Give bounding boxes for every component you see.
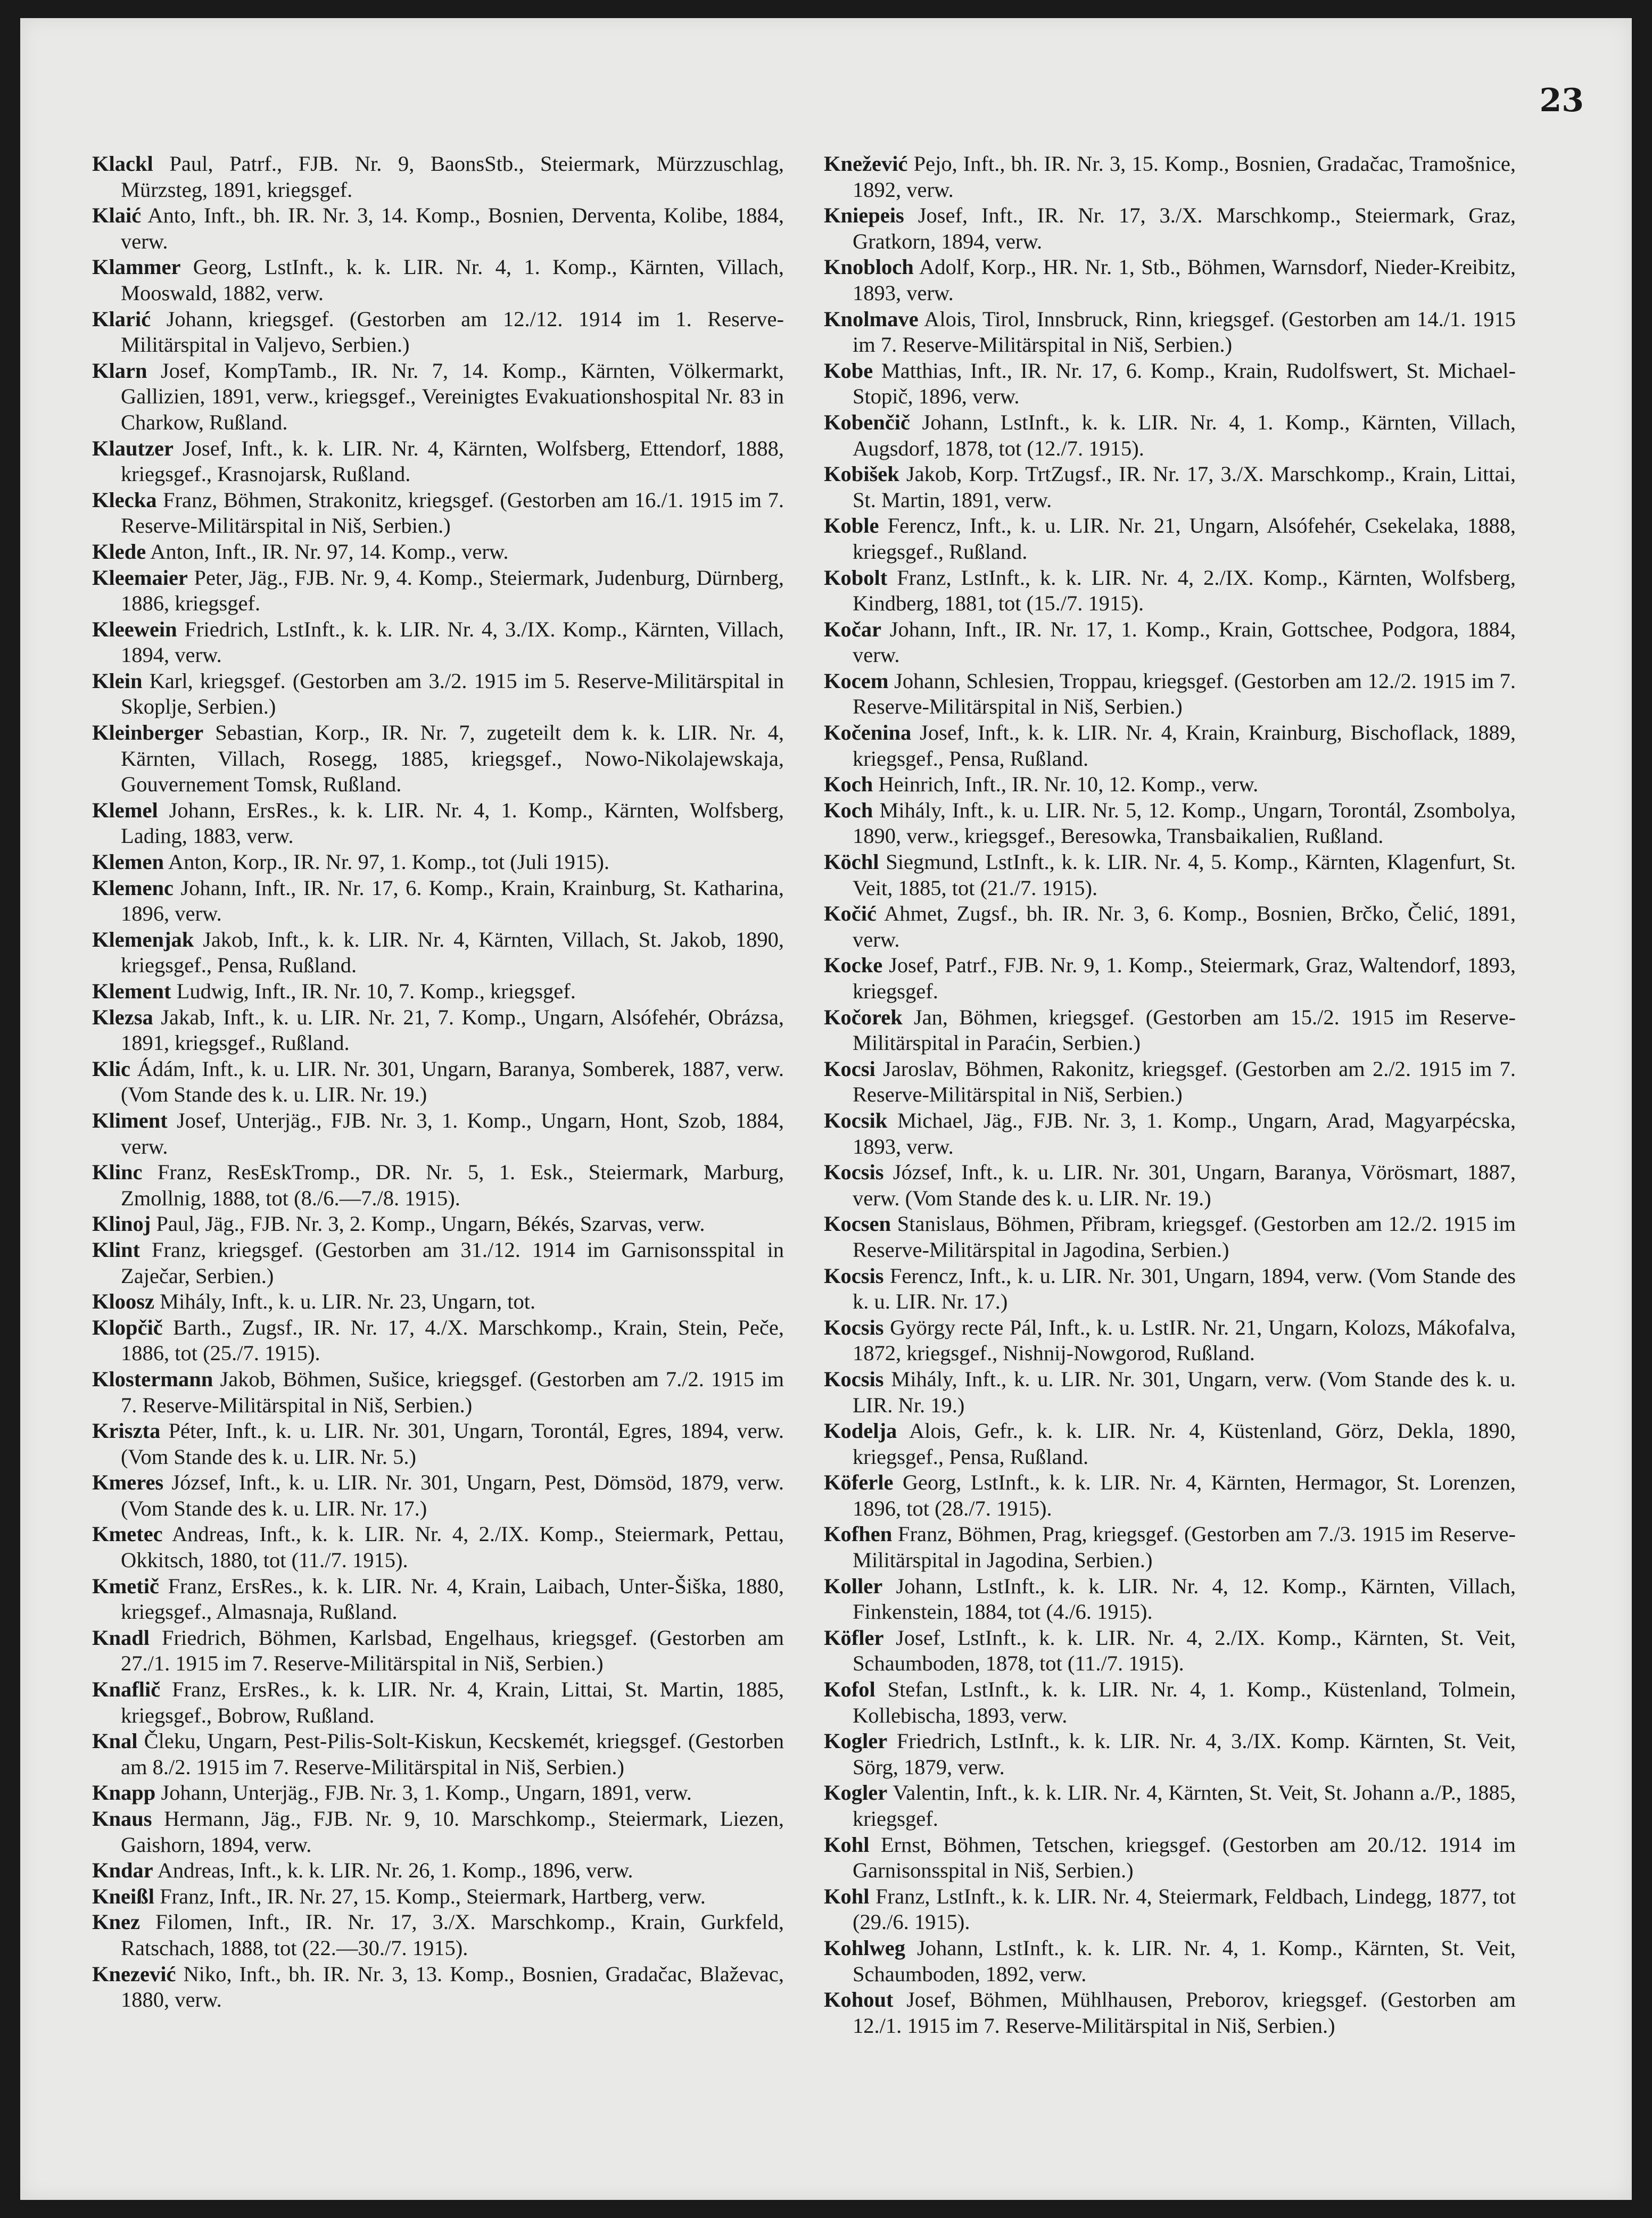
entry-details: Andreas, Inft., k. k. LIR. Nr. 4, 2./IX. Komp., Steiermark, Pettau, Okkitsch, 1880, tot (11./7. 1915). xyxy=(121,1522,784,1573)
register-entry xyxy=(92,1005,784,1056)
entry-details: Josef, KompTamb., IR. Nr. 7, 14. Komp., Kärnten, Völkermarkt, Gallizien, 1891, verw., kriegsgef., Vereinigtes Evakuationshospital Nr. 83 in Charkow, Rußland. xyxy=(121,358,784,434)
register-entry xyxy=(92,1056,784,1108)
entry-surname: Klemenjak xyxy=(92,927,194,951)
entry-details: Čleku, Ungarn, Pest-Pilis-Solt-Kiskun, Kecskemét, kriegsgef. (Gestorben am 8./2. 1915 im 7. Reserve-Militärspital in Niš, Serbien.) xyxy=(121,1729,784,1779)
entry-surname: Klammer xyxy=(92,255,181,279)
entry-details: Anton, Korp., IR. Nr. 97, 1. Komp., tot (Juli 1915). xyxy=(168,850,609,874)
register-entry xyxy=(92,617,784,668)
register-entry xyxy=(92,1574,784,1625)
entry-details: Johann, Unterjäg., FJB. Nr. 3, 1. Komp., Ungarn, 1891, verw. xyxy=(161,1781,692,1805)
register-entry xyxy=(824,1832,1516,1884)
entry-details: Franz, Inft., IR. Nr. 27, 15. Komp., Steiermark, Hartberg, verw. xyxy=(160,1884,706,1908)
register-entry xyxy=(92,1884,784,1910)
entry-details: Jakob, Korp. TrtZugsf., IR. Nr. 17, 3./X. Marschkomp., Krain, Littai, St. Martin, 1891, verw. xyxy=(853,462,1516,512)
entry-surname: Kohl xyxy=(824,1884,870,1908)
page-number: 23 xyxy=(1539,82,1584,119)
register-entry xyxy=(92,1237,784,1289)
register-entry xyxy=(92,1289,784,1315)
entry-surname: Kočenina xyxy=(824,721,912,745)
document-page xyxy=(20,18,1632,2200)
entry-surname: Kobe xyxy=(824,358,873,383)
entry-surname: Kofhen xyxy=(824,1522,893,1546)
right-column xyxy=(824,151,1516,2039)
register-entry xyxy=(92,1470,784,1521)
entry-details: Georg, LstInft., k. k. LIR. Nr. 4, Kärnten, Hermagor, St. Lorenzen, 1896, tot (28./7. 1915). xyxy=(853,1470,1516,1520)
entry-details: Josef, Böhmen, Mühlhausen, Preborov, kriegsgef. (Gestorben am 12./1. 1915 im 7. Reserve-Militärspital in Niš, Serbien.) xyxy=(853,1988,1516,2038)
register-entry xyxy=(92,979,784,1005)
register-entry xyxy=(92,307,784,358)
register-entry xyxy=(824,1574,1516,1625)
entry-details: Adolf, Korp., HR. Nr. 1, Stb., Böhmen, Warnsdorf, Nieder-Kreibitz, 1893, verw. xyxy=(853,255,1516,305)
entry-details: Pejo, Inft., bh. IR. Nr. 3, 15. Komp., Bosnien, Gradačac, Tramošnice, 1892, verw. xyxy=(853,152,1516,202)
entry-surname: Knaus xyxy=(92,1807,152,1831)
entry-details: Siegmund, LstInft., k. k. LIR. Nr. 4, 5. Komp., Kärnten, Klagenfurt, St. Veit, 1885, tot (21./7. 1915). xyxy=(853,850,1516,900)
register-entry xyxy=(824,1677,1516,1728)
register-entry xyxy=(92,1211,784,1237)
entry-surname: Kogler xyxy=(824,1781,888,1805)
register-entry xyxy=(824,901,1516,953)
entry-details: Anto, Inft., bh. IR. Nr. 3, 14. Komp., Bosnien, Derventa, Kolibe, 1884, verw. xyxy=(121,203,784,253)
register-entry xyxy=(92,1858,784,1884)
entry-details: Ferencz, Inft., k. u. LIR. Nr. 21, Ungarn, Alsófehér, Csekelaka, 1888, kriegsgef., Rußland. xyxy=(853,514,1516,564)
entry-details: Hermann, Jäg., FJB. Nr. 9, 10. Marschkomp., Steiermark, Liezen, Gaishorn, 1894, verw. xyxy=(121,1807,784,1857)
entry-details: Sebastian, Korp., IR. Nr. 7, zugeteilt dem k. k. LIR. Nr. 4, Kärnten, Villach, Rosegg, 1885, kriegsgef., Nowo-Nikolajewskaja, Gouvernement Tomsk, Rußland. xyxy=(121,721,784,797)
register-entry xyxy=(92,1625,784,1677)
register-entry xyxy=(92,1418,784,1470)
entry-details: Josef, Unterjäg., FJB. Nr. 3, 1. Komp., Ungarn, Hont, Szob, 1884, verw. xyxy=(121,1108,784,1158)
entry-surname: Kmeres xyxy=(92,1470,164,1495)
entry-surname: Kohout xyxy=(824,1988,894,2012)
entry-surname: Kocsik xyxy=(824,1108,888,1132)
entry-details: Franz, LstInft., k. k. LIR. Nr. 4, 2./IX. Komp., Kärnten, Wolfsberg, Kindberg, 1881, tot (15./7. 1915). xyxy=(853,565,1516,616)
entry-details: Karl, kriegsgef. (Gestorben am 3./2. 1915 im 5. Reserve-Militärspital in Skoplje, Serbien.) xyxy=(121,668,784,719)
register-entry xyxy=(92,875,784,927)
entry-details: Anton, Inft., IR. Nr. 97, 14. Komp., verw. xyxy=(150,539,509,564)
entry-details: Franz, ErsRes., k. k. LIR. Nr. 4, Krain, Laibach, Unter-Šiška, 1880, kriegsgef., Almasnaja, Rußland. xyxy=(121,1574,784,1624)
entry-details: Ludwig, Inft., IR. Nr. 10, 7. Komp., kriegsgef. xyxy=(176,979,576,1003)
register-entry xyxy=(92,539,784,565)
register-entry xyxy=(92,358,784,436)
entry-surname: Klopčič xyxy=(92,1315,163,1339)
register-entry xyxy=(824,1160,1516,1211)
entry-surname: Kobenčič xyxy=(824,410,910,434)
entry-surname: Klinc xyxy=(92,1160,143,1185)
entry-details: Barth., Zugsf., IR. Nr. 17, 4./X. Marschkomp., Krain, Stein, Peče, 1886, tot (25./7. 1915). xyxy=(121,1315,784,1365)
entry-surname: Kobolt xyxy=(824,565,888,590)
entry-surname: Kocsis xyxy=(824,1263,884,1288)
entry-surname: Kocsis xyxy=(824,1160,884,1185)
entry-surname: Kočar xyxy=(824,617,881,641)
entry-surname: Klemenc xyxy=(92,875,174,900)
register-entry xyxy=(824,1056,1516,1108)
register-entry xyxy=(92,1160,784,1211)
entry-details: Ahmet, Zugsf., bh. IR. Nr. 3, 6. Komp., Bosnien, Brčko, Čelić, 1891, verw. xyxy=(853,901,1516,951)
register-entry xyxy=(824,1987,1516,2039)
entry-surname: Kleinberger xyxy=(92,721,204,745)
entry-details: József, Inft., k. u. LIR. Nr. 301, Ungarn, Baranya, Vörösmart, 1887, verw. (Vom Stande des k. u. LIR. Nr. 19.) xyxy=(853,1160,1516,1210)
register-entry xyxy=(824,461,1516,513)
entry-details: Johann, LstInft., k. k. LIR. Nr. 4, 1. Komp., Kärnten, St. Veit, Schaumboden, 1892, verw. xyxy=(853,1935,1516,1986)
register-entry xyxy=(92,203,784,254)
entry-surname: Klecka xyxy=(92,487,157,512)
register-entry xyxy=(824,798,1516,849)
entry-surname: Klic xyxy=(92,1056,130,1081)
entry-details: Franz, LstInft., k. k. LIR. Nr. 4, Steiermark, Feldbach, Lindegg, 1877, tot (29./6. 1915). xyxy=(853,1884,1516,1934)
entry-details: Ernst, Böhmen, Tetschen, kriegsgef. (Gestorben am 20./12. 1914 im Garnisonsspital in Niš, Serbien.) xyxy=(853,1832,1516,1883)
register-entry xyxy=(92,798,784,849)
entry-details: Jaroslav, Böhmen, Rakonitz, kriegsgef. (Gestorben am 2./2. 1915 im 7. Reserve-Militärspital in Niš, Serbien.) xyxy=(853,1056,1516,1107)
entry-surname: Köchl xyxy=(824,850,879,874)
entry-surname: Kloosz xyxy=(92,1289,154,1314)
register-entry xyxy=(824,151,1516,203)
entry-surname: Klostermann xyxy=(92,1367,213,1391)
entry-surname: Kocsis xyxy=(824,1315,884,1339)
entry-surname: Kočić xyxy=(824,901,877,926)
entry-surname: Klarn xyxy=(92,358,147,383)
register-entry xyxy=(824,849,1516,901)
entry-surname: Klezsa xyxy=(92,1005,153,1029)
entry-surname: Klede xyxy=(92,539,146,564)
entry-details: Michael, Jäg., FJB. Nr. 3, 1. Komp., Ungarn, Arad, Magyarpécska, 1893, verw. xyxy=(853,1108,1516,1158)
entry-surname: Koch xyxy=(824,798,873,822)
entry-surname: Kocsis xyxy=(824,1367,884,1391)
entry-surname: Klackl xyxy=(92,152,153,176)
entry-details: Paul, Jäg., FJB. Nr. 3, 2. Komp., Ungarn, Békés, Szarvas, verw. xyxy=(156,1212,705,1236)
entry-surname: Kniepeis xyxy=(824,203,904,228)
entry-surname: Knobloch xyxy=(824,255,914,279)
entry-surname: Kleewein xyxy=(92,617,177,641)
entry-details: Matthias, Inft., IR. Nr. 17, 6. Komp., Krain, Rudolfswert, St. Michael-Stopič, 1896, verw. xyxy=(853,358,1516,409)
entry-details: Johann, kriegsgef. (Gestorben am 12./12. 1914 im 1. Reserve-Militärspital in Valjevo, Serbien.) xyxy=(121,307,784,357)
entry-details: Johann, ErsRes., k. k. LIR. Nr. 4, 1. Komp., Kärnten, Wolfsberg, Lading, 1883, verw. xyxy=(121,798,784,848)
register-entry xyxy=(92,1780,784,1806)
entry-details: Filomen, Inft., IR. Nr. 17, 3./X. Marschkomp., Krain, Gurkfeld, Ratschach, 1888, tot (22.—30./7. 1915). xyxy=(121,1910,784,1960)
entry-surname: Knežević xyxy=(824,152,908,176)
register-entry xyxy=(824,1780,1516,1832)
register-entry xyxy=(824,307,1516,358)
register-entry xyxy=(824,513,1516,565)
entry-surname: Knezević xyxy=(92,1962,176,1986)
entry-details: Johann, Inft., IR. Nr. 17, 6. Komp., Krain, Krainburg, St. Katharina, 1896, verw. xyxy=(121,875,784,926)
register-entry xyxy=(92,565,784,617)
register-entry xyxy=(824,772,1516,798)
entry-surname: Kneißl xyxy=(92,1884,155,1908)
register-entry xyxy=(92,1962,784,2013)
register-entry xyxy=(824,1005,1516,1056)
register-entry xyxy=(824,953,1516,1004)
entry-details: Jakob, Inft., k. k. LIR. Nr. 4, Kärnten, Villach, St. Jakob, 1890, kriegsgef., Pensa, Rußland. xyxy=(121,927,784,978)
register-entry xyxy=(92,1728,784,1780)
register-entry xyxy=(824,1935,1516,1987)
entry-details: Johann, Schlesien, Troppau, kriegsgef. (Gestorben am 12./2. 1915 im 7. Reserve-Militärspital in Niš, Serbien.) xyxy=(853,668,1516,719)
entry-details: Andreas, Inft., k. k. LIR. Nr. 26, 1. Komp., 1896, verw. xyxy=(157,1858,633,1883)
entry-details: Peter, Jäg., FJB. Nr. 9, 4. Komp., Steiermark, Judenburg, Dürnberg, 1886, kriegsgef. xyxy=(121,565,784,616)
entry-details: Franz, ResEskTromp., DR. Nr. 5, 1. Esk., Steiermark, Marburg, Zmollnig, 1888, tot (8./6.—7./8. 1915). xyxy=(121,1160,784,1210)
entry-surname: Knadl xyxy=(92,1625,150,1650)
register-entry xyxy=(824,203,1516,254)
entry-surname: Koch xyxy=(824,772,873,797)
register-entry xyxy=(824,1263,1516,1315)
entry-details: Jakab, Inft., k. u. LIR. Nr. 21, 7. Komp., Ungarn, Alsófehér, Obrázsa, 1891, kriegsgef., Rußland. xyxy=(121,1005,784,1055)
entry-details: Stanislaus, Böhmen, Přibram, kriegsgef. (Gestorben am 12./2. 1915 im Reserve-Militärspital in Jagodina, Serbien.) xyxy=(853,1212,1516,1262)
left-column xyxy=(92,151,784,2013)
register-entry xyxy=(92,1367,784,1418)
entry-details: Stefan, LstInft., k. k. LIR. Nr. 4, 1. Komp., Küstenland, Tolmein, Kollebischa, 1893, verw. xyxy=(853,1677,1516,1727)
entry-surname: Kocke xyxy=(824,953,883,978)
entry-details: Johann, Inft., IR. Nr. 17, 1. Komp., Krain, Gottschee, Podgora, 1884, verw. xyxy=(853,617,1516,667)
entry-surname: Klein xyxy=(92,668,143,693)
register-entry xyxy=(92,1521,784,1573)
entry-surname: Kriszta xyxy=(92,1419,161,1443)
entry-details: Ferencz, Inft., k. u. LIR. Nr. 301, Ungarn, 1894, verw. (Vom Stande des k. u. LIR. Nr. 17.) xyxy=(853,1263,1516,1314)
entry-details: Heinrich, Inft., IR. Nr. 10, 12. Komp., verw. xyxy=(878,772,1259,797)
entry-surname: Kogler xyxy=(824,1729,888,1753)
entry-details: Friedrich, LstInft., k. k. LIR. Nr. 4, 3./IX. Komp., Kärnten, Villach, 1894, verw. xyxy=(121,617,784,667)
register-entry xyxy=(824,1108,1516,1160)
register-entry xyxy=(92,1315,784,1367)
register-entry xyxy=(824,1211,1516,1263)
register-entry xyxy=(824,410,1516,461)
entry-details: Josef, Inft., k. k. LIR. Nr. 4, Krain, Krainburg, Bischoflack, 1889, kriegsgef., Pensa, Rußland. xyxy=(853,721,1516,771)
entry-details: Jan, Böhmen, kriegsgef. (Gestorben am 15./2. 1915 im Reserve-Militärspital in Paraćin, Serbien.) xyxy=(853,1005,1516,1055)
entry-details: György recte Pál, Inft., k. u. LstIR. Nr. 21, Ungarn, Kolozs, Mákofalva, 1872, kriegsgef., Nishnij-Nowgorod, Rußland. xyxy=(853,1315,1516,1365)
register-entry xyxy=(824,720,1516,772)
entry-surname: Klautzer xyxy=(92,436,174,460)
entry-details: Ádám, Inft., k. u. LIR. Nr. 301, Ungarn, Baranya, Somberek, 1887, verw. (Vom Stande des k. u. LIR. Nr. 19.) xyxy=(121,1056,784,1107)
register-entry xyxy=(824,1884,1516,1935)
entry-surname: Knolmave xyxy=(824,307,919,331)
entry-surname: Knal xyxy=(92,1729,138,1753)
register-entry xyxy=(92,436,784,487)
register-entry xyxy=(92,668,784,720)
entry-details: Franz, Böhmen, Strakonitz, kriegsgef. (Gestorben am 16./1. 1915 im 7. Reserve-Militärspital in Niš, Serbien.) xyxy=(121,487,784,538)
register-entry xyxy=(824,1625,1516,1677)
register-entry xyxy=(92,849,784,875)
entry-surname: Knez xyxy=(92,1910,140,1934)
entry-details: József, Inft., k. u. LIR. Nr. 301, Ungarn, Pest, Dömsöd, 1879, verw. (Vom Stande des k. u. LIR. Nr. 17.) xyxy=(121,1470,784,1520)
register-entry xyxy=(824,565,1516,617)
entry-surname: Kohl xyxy=(824,1832,870,1857)
entry-surname: Kmetec xyxy=(92,1522,163,1546)
entry-surname: Kndar xyxy=(92,1858,153,1883)
register-entry xyxy=(824,1470,1516,1521)
entry-surname: Koble xyxy=(824,514,879,538)
register-entry xyxy=(92,1909,784,1961)
entry-details: Friedrich, LstInft., k. k. LIR. Nr. 4, 3./IX. Komp. Kärnten, St. Veit, Sörg, 1879, verw. xyxy=(853,1729,1516,1779)
entry-details: Georg, LstInft., k. k. LIR. Nr. 4, 1. Komp., Kärnten, Villach, Mooswald, 1882, verw. xyxy=(121,255,784,305)
register-entry xyxy=(92,720,784,798)
entry-surname: Köferle xyxy=(824,1470,894,1495)
entry-surname: Kodelja xyxy=(824,1419,897,1443)
entry-details: Péter, Inft., k. u. LIR. Nr. 301, Ungarn, Torontál, Egres, 1894, verw. (Vom Stande des k. u. LIR. Nr. 5.) xyxy=(121,1419,784,1469)
entry-surname: Kocsen xyxy=(824,1212,891,1236)
entry-surname: Klaić xyxy=(92,203,142,228)
entry-details: Paul, Patrf., FJB. Nr. 9, BaonsStb., Steiermark, Mürzzuschlag, Mürzsteg, 1891, kriegsgef. xyxy=(121,152,784,202)
entry-details: Josef, Patrf., FJB. Nr. 9, 1. Komp., Steiermark, Graz, Waltendorf, 1893, kriegsgef. xyxy=(853,953,1516,1003)
entry-details: Valentin, Inft., k. k. LIR. Nr. 4, Kärnten, St. Veit, St. Johann a./P., 1885, kriegsgef. xyxy=(853,1781,1516,1831)
entry-details: Josef, LstInft., k. k. LIR. Nr. 4, 2./IX. Komp., Kärnten, St. Veit, Schaumboden, 1878, tot (11./7. 1915). xyxy=(853,1625,1516,1676)
register-entry xyxy=(824,1418,1516,1470)
entry-surname: Kofol xyxy=(824,1677,875,1702)
entry-surname: Klint xyxy=(92,1237,141,1262)
entry-surname: Klemen xyxy=(92,850,164,874)
entry-details: Friedrich, Böhmen, Karlsbad, Engelhaus, kriegsgef. (Gestorben am 27./1. 1915 im 7. Reserve-Militärspital in Niš, Serbien.) xyxy=(121,1625,784,1676)
entry-surname: Knapp xyxy=(92,1781,156,1805)
entry-surname: Kohlweg xyxy=(824,1935,906,1960)
entry-details: Franz, ErsRes., k. k. LIR. Nr. 4, Krain, Littai, St. Martin, 1885, kriegsgef., Bobrow, Rußland. xyxy=(121,1677,784,1727)
entry-details: Franz, Böhmen, Prag, kriegsgef. (Gestorben am 7./3. 1915 im Reserve-Militärspital in Jagodina, Serbien.) xyxy=(853,1522,1516,1573)
register-entry xyxy=(824,1315,1516,1367)
entry-details: Alois, Tirol, Innsbruck, Rinn, kriegsgef. (Gestorben am 14./1. 1915 im 7. Reserve-Militärspital in Niš, Serbien.) xyxy=(853,307,1516,357)
register-entry xyxy=(92,487,784,539)
entry-details: Jakob, Böhmen, Sušice, kriegsgef. (Gestorben am 7./2. 1915 im 7. Reserve-Militärspital in Niš, Serbien.) xyxy=(121,1367,784,1417)
entry-surname: Köfler xyxy=(824,1625,884,1650)
entry-details: Johann, LstInft., k. k. LIR. Nr. 4, 12. Komp., Kärnten, Villach, Finkenstein, 1884, tot (4./6. 1915). xyxy=(853,1574,1516,1624)
entry-details: Josef, Inft., IR. Nr. 17, 3./X. Marschkomp., Steiermark, Graz, Gratkorn, 1894, verw. xyxy=(853,203,1516,253)
entry-details: Josef, Inft., k. k. LIR. Nr. 4, Kärnten, Wolfsberg, Ettendorf, 1888, kriegsgef., Krasnojarsk, Rußland. xyxy=(121,436,784,486)
entry-surname: Kocem xyxy=(824,668,889,693)
entry-surname: Klinoj xyxy=(92,1212,151,1236)
register-entry xyxy=(92,254,784,306)
entry-surname: Klement xyxy=(92,979,171,1003)
register-entry xyxy=(824,617,1516,668)
entry-details: Franz, kriegsgef. (Gestorben am 31./12. 1914 im Garnisonsspital in Zaječar, Serbien.) xyxy=(121,1237,784,1288)
entry-surname: Kobišek xyxy=(824,462,899,486)
register-entry xyxy=(824,1521,1516,1573)
entry-details: Alois, Gefr., k. k. LIR. Nr. 4, Küstenland, Görz, Dekla, 1890, kriegsgef., Pensa, Rußland. xyxy=(853,1419,1516,1469)
entry-surname: Knaflič xyxy=(92,1677,161,1702)
entry-details: Mihály, Inft., k. u. LIR. Nr. 301, Ungarn, verw. (Vom Stande des k. u. LIR. Nr. 19.) xyxy=(853,1367,1516,1417)
entry-details: Mihály, Inft., k. u. LIR. Nr. 5, 12. Komp., Ungarn, Torontál, Zsombolya, 1890, verw., kriegsgef., Beresowka, Transbaikalien, Rußland. xyxy=(853,798,1516,848)
entry-surname: Kmetič xyxy=(92,1574,159,1598)
register-entry xyxy=(92,151,784,203)
entry-surname: Klarić xyxy=(92,307,151,331)
entry-details: Mihály, Inft., k. u. LIR. Nr. 23, Ungarn, tot. xyxy=(160,1289,536,1314)
register-entry xyxy=(824,1367,1516,1418)
entry-details: Johann, LstInft., k. k. LIR. Nr. 4, 1. Komp., Kärnten, Villach, Augsdorf, 1878, tot (12./7. 1915). xyxy=(853,410,1516,460)
register-entry xyxy=(824,358,1516,410)
entry-details: Niko, Inft., bh. IR. Nr. 3, 13. Komp., Bosnien, Gradačac, Blaževac, 1880, verw. xyxy=(121,1962,784,2012)
entry-surname: Koller xyxy=(824,1574,883,1598)
entry-surname: Kliment xyxy=(92,1108,168,1132)
register-entry xyxy=(824,1728,1516,1780)
register-entry xyxy=(92,1677,784,1728)
entry-surname: Klemel xyxy=(92,798,158,822)
entry-surname: Kleemaier xyxy=(92,565,188,590)
register-entry xyxy=(92,1806,784,1858)
register-entry xyxy=(92,927,784,979)
register-entry xyxy=(824,668,1516,720)
entry-surname: Kocsi xyxy=(824,1056,875,1081)
register-entry xyxy=(824,254,1516,306)
entry-surname: Kočorek xyxy=(824,1005,903,1029)
register-entry xyxy=(92,1108,784,1160)
